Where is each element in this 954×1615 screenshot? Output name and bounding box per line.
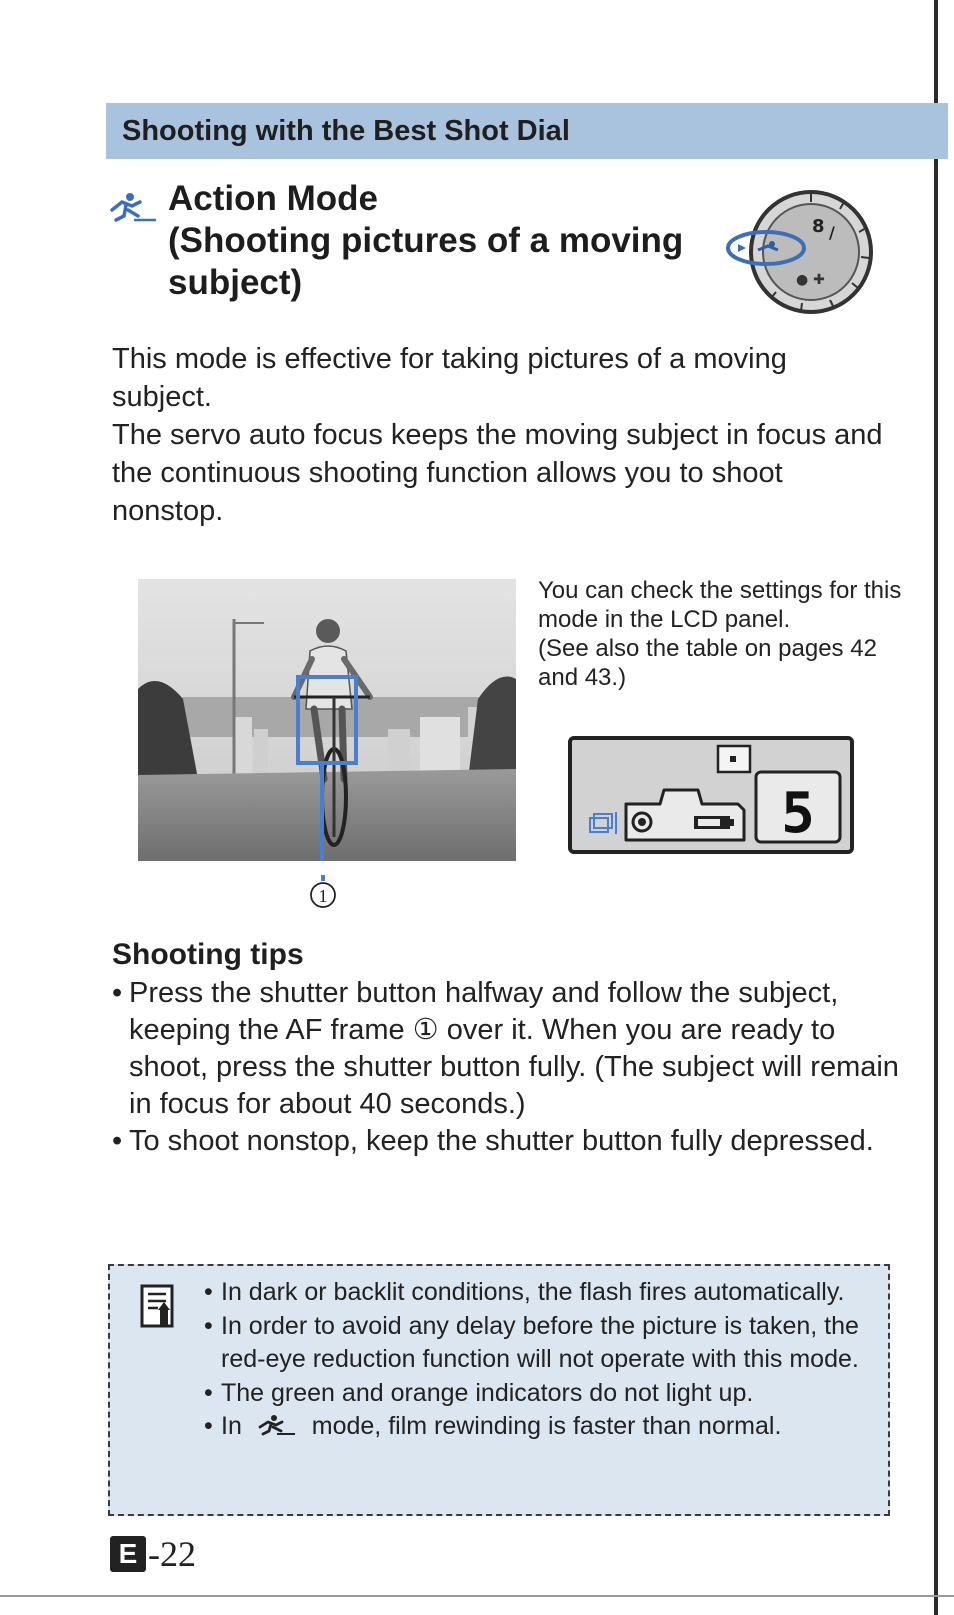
svg-text:8: 8: [812, 216, 825, 237]
page-edge-bottom: [0, 1595, 954, 1597]
intro-paragraph-1: This mode is effective for taking pictures of a moving subject.: [112, 343, 787, 413]
tips-list: [112, 975, 912, 1160]
bullet: •: [112, 1125, 123, 1157]
bullet: •: [112, 977, 123, 1009]
intro-paragraph-2: The servo auto focus keeps the moving subject in focus and the continuous shooting function allows you to shoot nonstop.: [112, 419, 883, 527]
sample-photo-cyclist: [138, 579, 516, 861]
action-mode-icon: [257, 1414, 297, 1436]
lcd-note: [538, 576, 908, 692]
title-line-3: subject): [168, 263, 303, 302]
title-line-1: Action Mode: [168, 179, 378, 218]
note-item: [204, 1410, 884, 1444]
tips-heading: Shooting tips: [112, 938, 304, 971]
page-edge: [934, 0, 938, 1615]
page-number: [110, 1533, 196, 1575]
notes-list: [204, 1276, 884, 1444]
bullet: •: [204, 1378, 213, 1407]
best-shot-dial-illustration: [726, 188, 876, 318]
bullet: •: [204, 1278, 213, 1306]
section-header: [106, 103, 948, 159]
page-title: [168, 178, 728, 304]
note-item: [204, 1377, 884, 1411]
lcd-note-reference: (See also the table on pages 42 and 43.): [538, 635, 877, 691]
note-text: In dark or backlit conditions, the flash fires automatically.: [221, 1278, 845, 1306]
lcd-panel-illustration: [568, 736, 854, 854]
action-mode-icon: [108, 190, 158, 224]
intro-text: [112, 340, 892, 530]
tip-item: [112, 975, 912, 1123]
note-text-prefix: In: [221, 1412, 242, 1440]
tip-text: Press the shutter button halfway and follow the subject, keeping the AF frame ① over it. When you are ready to shoot, press the shutter button fully. (The subject will remain in focus for about 40 seconds.): [129, 977, 899, 1120]
note-text-suffix: mode, film rewinding is faster than normal.: [311, 1412, 782, 1440]
bullet: •: [204, 1311, 213, 1340]
note-item: [204, 1310, 884, 1377]
svg-text:1: 1: [318, 886, 328, 906]
lcd-digit: 5: [781, 781, 815, 846]
language-badge: E: [110, 1536, 146, 1572]
page-number-text: -22: [148, 1534, 196, 1574]
note-text: The green and orange indicators do not light up.: [221, 1378, 754, 1407]
svg-text:● ✚: ● ✚: [796, 272, 825, 288]
note-item: [204, 1276, 884, 1310]
note-box: [108, 1264, 890, 1516]
tip-text: To shoot nonstop, keep the shutter button fully depressed.: [129, 1125, 874, 1157]
memo-icon: [140, 1284, 178, 1332]
tip-item: [112, 1123, 912, 1160]
bullet: •: [204, 1412, 213, 1440]
title-line-2: (Shooting pictures of a moving: [168, 221, 684, 260]
lcd-note-text: You can check the settings for this mode in the LCD panel.: [538, 577, 902, 633]
section-header-title: Shooting with the Best Shot Dial: [122, 114, 570, 147]
callout-number-1: [306, 875, 340, 909]
svg-text:/: /: [829, 223, 835, 242]
note-text: In order to avoid any delay before the picture is taken, the red-eye reduction function will not operate with this mode.: [221, 1311, 859, 1373]
